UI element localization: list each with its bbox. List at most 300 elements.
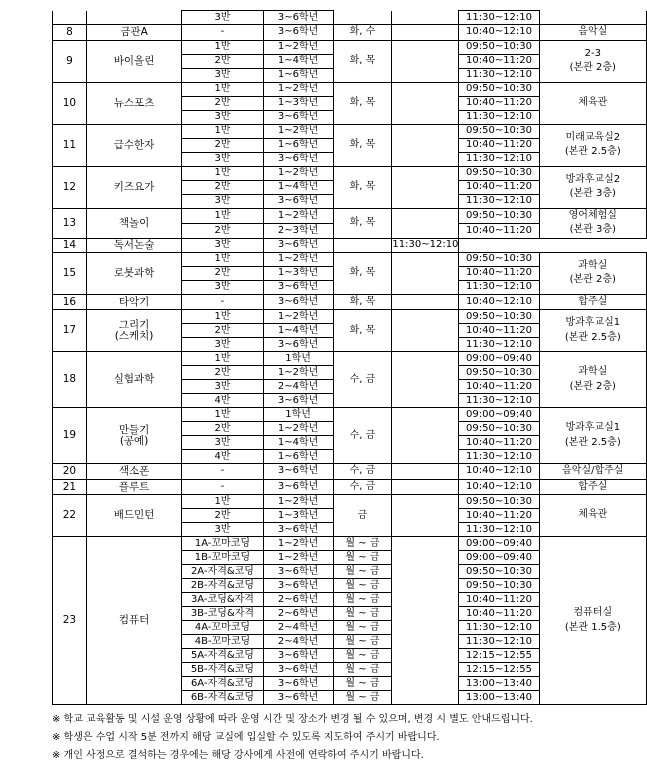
class-label: 5A-자격&코딩	[182, 649, 263, 663]
grade-range: 3~6학년	[263, 11, 333, 25]
spacer	[392, 138, 459, 152]
program-number	[53, 11, 87, 25]
spacer	[392, 96, 459, 110]
grade-range: 2~4학년	[263, 380, 333, 394]
program-number: 17	[53, 310, 87, 352]
weekday: 금	[333, 495, 392, 537]
spacer	[392, 677, 459, 691]
class-label: 2A-자격&코딩	[182, 565, 263, 579]
class-label: 2반	[182, 180, 263, 194]
grade-range: 3~6학년	[263, 579, 333, 593]
class-label: 3반	[182, 280, 263, 294]
class-time: 09:00~09:40	[459, 551, 539, 565]
program-name-line: 금관A	[120, 26, 148, 38]
classroom-line: 과학실	[578, 366, 608, 377]
class-label: -	[182, 25, 263, 41]
weekday: 월 ~ 금	[333, 635, 392, 649]
program-name	[86, 252, 181, 294]
weekday: 월 ~ 금	[333, 677, 392, 691]
weekday	[333, 11, 392, 25]
spacer	[392, 579, 459, 593]
class-label: 3B-코딩&자격	[182, 607, 263, 621]
program-name-line: 급수한자	[113, 138, 155, 151]
program-name-line: 키즈요가	[113, 180, 155, 193]
classroom-line: 과학실	[578, 259, 608, 271]
table-row	[53, 252, 647, 266]
weekday: 화, 수	[333, 25, 392, 41]
grade-range: 2~6학년	[263, 607, 333, 621]
class-label: 4반	[182, 394, 263, 408]
class-label: 4A-꼬마코딩	[182, 621, 263, 635]
spacer	[392, 310, 459, 324]
grade-range: 1~2학년	[263, 208, 333, 223]
class-label: 3반	[182, 152, 263, 166]
grade-range: 3~6학년	[263, 152, 333, 166]
spacer	[392, 450, 459, 464]
program-number: 15	[53, 252, 87, 294]
weekday: 월 ~ 금	[333, 621, 392, 635]
spacer	[392, 252, 459, 266]
class-label: 1반	[182, 124, 263, 138]
class-label: 2반	[182, 324, 263, 338]
class-time: 09:50~10:30	[459, 166, 539, 180]
table-row	[53, 124, 647, 138]
grade-range: 1~6학년	[263, 450, 333, 464]
classroom	[539, 208, 646, 238]
program-name-line: 배드민턴	[113, 509, 155, 522]
program-number: 22	[53, 495, 87, 537]
class-time: 09:50~10:30	[459, 252, 539, 266]
weekday: 화, 목	[333, 252, 392, 294]
grade-range: 1~4학년	[263, 324, 333, 338]
table-row	[53, 82, 647, 96]
class-time: 10:40~11:20	[459, 509, 539, 523]
program-name-line: 그리기	[118, 319, 150, 331]
class-label: 3반	[182, 194, 263, 208]
classroom	[539, 166, 646, 208]
program-number: 11	[53, 124, 87, 166]
class-time: 13:00~13:40	[459, 677, 539, 691]
program-name	[86, 11, 181, 25]
class-label: 1반	[182, 166, 263, 180]
classroom-line: 2-3	[584, 47, 601, 59]
class-label: 3반	[182, 380, 263, 394]
grade-range: 1~2학년	[263, 422, 333, 436]
class-time: 09:50~10:30	[459, 422, 539, 436]
grade-range: 1~3학년	[263, 509, 333, 523]
program-name	[86, 40, 181, 82]
classroom-line: 체육관	[578, 96, 608, 108]
spacer	[392, 635, 459, 649]
spacer	[392, 607, 459, 621]
spacer	[392, 82, 459, 96]
note-arrival-time: ※ 학생은 수업 시작 5분 전까지 해당 교실에 입실할 수 있도록 지도하여 주시기 바랍니다.	[52, 732, 440, 743]
classroom-line: 체육관	[578, 509, 608, 521]
grade-range: 3~6학년	[263, 238, 333, 252]
program-name	[86, 25, 181, 41]
class-label: 4반	[182, 450, 263, 464]
class-label: 2반	[182, 422, 263, 436]
weekday: 수, 금	[333, 464, 392, 480]
program-name-line: 뉴스포츠	[113, 96, 155, 109]
grade-range: 3~6학년	[263, 565, 333, 579]
classroom-line: (본관 3층)	[569, 188, 616, 199]
program-name	[86, 124, 181, 166]
class-time: 11:30~12:10	[459, 450, 539, 464]
table-row	[53, 208, 647, 223]
class-time: 10:40~11:20	[459, 96, 539, 110]
classroom-line: (본관 2.5층)	[564, 436, 621, 448]
class-time: 09:50~10:30	[459, 82, 539, 96]
classroom-line: 합주실	[578, 480, 608, 492]
classroom	[539, 537, 646, 705]
class-time: 10:40~11:20	[459, 607, 539, 621]
spacer	[392, 54, 459, 68]
class-time: 11:30~12:10	[459, 338, 539, 352]
spacer	[392, 537, 459, 551]
weekday: 화, 목	[333, 294, 392, 310]
class-time: 11:30~12:10	[459, 635, 539, 649]
grade-range: 3~6학년	[263, 338, 333, 352]
table-row	[53, 352, 647, 366]
classroom-line: 합주실	[578, 295, 608, 307]
class-time: 09:50~10:30	[459, 310, 539, 324]
classroom-line: (본관 3층)	[569, 224, 616, 235]
grade-range: 3~6학년	[263, 280, 333, 294]
spacer	[392, 40, 459, 54]
weekday: 월 ~ 금	[333, 691, 392, 705]
weekday: 화, 목	[333, 166, 392, 208]
class-time: 11:30~12:10	[459, 280, 539, 294]
classroom-line: (본관 2.5층)	[564, 331, 621, 343]
program-number: 8	[53, 25, 87, 41]
classroom	[539, 82, 646, 124]
grade-range: 1~6학년	[263, 68, 333, 82]
class-time: 09:50~10:30	[459, 40, 539, 54]
spacer	[392, 691, 459, 705]
class-label: 6A-자격&코딩	[182, 677, 263, 691]
class-label: 3반	[182, 523, 263, 537]
class-time: 10:40~11:20	[459, 436, 539, 450]
weekday: 화, 목	[333, 208, 392, 238]
class-label: 1반	[182, 82, 263, 96]
notes	[52, 711, 533, 765]
program-number: 14	[53, 238, 87, 252]
weekday: 수, 금	[333, 352, 392, 408]
program-name-line: 바이올린	[113, 54, 155, 67]
class-label: 2반	[182, 266, 263, 280]
class-time: 09:50~10:30	[459, 579, 539, 593]
class-time: 13:00~13:40	[459, 691, 539, 705]
table-row	[53, 537, 647, 551]
grade-range: 3~6학년	[263, 464, 333, 480]
spacer	[392, 280, 459, 294]
class-label: 2반	[182, 223, 263, 238]
class-label: 5B-자격&코딩	[182, 663, 263, 677]
spacer	[392, 621, 459, 635]
grade-range: 3~6학년	[263, 25, 333, 41]
weekday: 화, 목	[333, 40, 392, 82]
table-row	[53, 25, 647, 41]
program-name	[86, 479, 181, 495]
program-name	[86, 310, 181, 352]
class-label: 2반	[182, 509, 263, 523]
spacer	[392, 380, 459, 394]
class-time: 10:40~11:20	[459, 54, 539, 68]
class-time: 10:40~11:20	[459, 593, 539, 607]
spacer	[392, 124, 459, 138]
class-time: 09:00~09:40	[459, 537, 539, 551]
grade-range: 1~4학년	[263, 436, 333, 450]
table-row	[53, 166, 647, 180]
program-name-line: (공예)	[119, 434, 149, 447]
table-row	[53, 11, 647, 25]
classroom-line: 음악실	[578, 26, 608, 37]
spacer	[392, 509, 459, 523]
program-number: 19	[53, 408, 87, 464]
grade-range: 3~6학년	[263, 294, 333, 310]
class-time: 10:40~11:20	[459, 266, 539, 280]
class-label: 2B-자격&코딩	[182, 579, 263, 593]
weekday: 화, 목	[333, 82, 392, 124]
program-number: 12	[53, 166, 87, 208]
weekday: 월 ~ 금	[333, 565, 392, 579]
grade-range: 3~6학년	[263, 479, 333, 495]
spacer	[392, 352, 459, 366]
weekday: 월 ~ 금	[333, 579, 392, 593]
table-row	[53, 238, 647, 252]
grade-range: 1~2학년	[263, 495, 333, 509]
spacer	[333, 238, 392, 252]
spacer	[392, 495, 459, 509]
grade-range: 3~6학년	[263, 649, 333, 663]
weekday: 월 ~ 금	[333, 593, 392, 607]
grade-range: 2~4학년	[263, 635, 333, 649]
spacer	[392, 208, 459, 223]
grade-range: 1~3학년	[263, 266, 333, 280]
classroom	[539, 408, 646, 464]
program-name-line: 만들기	[118, 424, 150, 436]
weekday: 월 ~ 금	[333, 551, 392, 565]
spacer	[392, 565, 459, 579]
grade-range: 3~6학년	[263, 523, 333, 537]
table-row	[53, 479, 647, 495]
class-time: 11:30~12:10	[392, 239, 459, 250]
spacer	[392, 324, 459, 338]
class-time: 11:30~12:10	[459, 394, 539, 408]
classroom	[539, 352, 646, 408]
classroom	[539, 310, 646, 352]
classroom	[539, 479, 646, 495]
spacer	[392, 464, 459, 480]
classroom-line: 방과후교실1	[565, 317, 621, 328]
class-time: 10:40~11:20	[459, 138, 539, 152]
table-row	[53, 40, 647, 54]
classroom-line: 미래교육실2	[565, 131, 621, 143]
classroom	[539, 11, 646, 25]
program-number: 16	[53, 294, 87, 310]
class-time: 11:30~12:10	[459, 110, 539, 124]
spacer	[392, 593, 459, 607]
program-number: 13	[53, 208, 87, 238]
class-label: 3반	[182, 238, 263, 252]
class-label: 1반	[182, 408, 263, 422]
classroom	[539, 495, 646, 537]
class-time: 10:40~11:20	[459, 180, 539, 194]
class-time: 10:40~12:10	[459, 294, 539, 310]
grade-range: 2~6학년	[263, 593, 333, 607]
class-label: 3반	[182, 68, 263, 82]
class-time: 10:40~12:10	[459, 25, 539, 41]
class-time: 10:40~11:20	[459, 223, 539, 238]
classroom-line: 영어체험실	[568, 209, 617, 221]
program-name	[86, 495, 181, 537]
spacer	[392, 408, 459, 422]
weekday: 월 ~ 금	[333, 607, 392, 621]
spacer	[392, 436, 459, 450]
program-name	[86, 238, 181, 252]
spacer	[392, 194, 459, 208]
spacer	[392, 649, 459, 663]
grade-range: 3~6학년	[263, 394, 333, 408]
grade-range: 1~2학년	[263, 537, 333, 551]
spacer	[392, 68, 459, 82]
class-time: 10:40~12:10	[459, 479, 539, 495]
class-label: 3반	[182, 436, 263, 450]
grade-range: 1~2학년	[263, 310, 333, 324]
class-label: 6B-자격&코딩	[182, 691, 263, 705]
classroom	[539, 464, 646, 480]
program-number: 10	[53, 82, 87, 124]
program-name-line: 로봇과학	[113, 266, 155, 279]
class-label: 2반	[182, 54, 263, 68]
class-time: 09:50~10:30	[459, 495, 539, 509]
class-time: 11:30~12:10	[459, 68, 539, 82]
class-label: -	[182, 294, 263, 310]
program-name	[86, 208, 181, 238]
class-time: 11:30~12:10	[459, 152, 539, 166]
grade-range: 1학년	[263, 408, 333, 422]
class-time: 11:30~12:10	[459, 523, 539, 537]
classroom-line: (본관 2층)	[569, 274, 616, 285]
grade-range: 1~2학년	[263, 40, 333, 54]
spacer	[392, 422, 459, 436]
program-name-line: 색소폰	[118, 465, 150, 477]
program-name	[86, 537, 181, 705]
weekday: 화, 목	[333, 124, 392, 166]
class-time: 11:30~12:10	[459, 621, 539, 635]
program-schedule-table	[52, 10, 647, 705]
table-row	[53, 408, 647, 422]
spacer	[392, 166, 459, 180]
class-label: 2반	[182, 366, 263, 380]
spacer	[392, 180, 459, 194]
class-label: 4B-꼬마코딩	[182, 635, 263, 649]
class-time: 09:00~09:40	[459, 352, 539, 366]
program-number: 23	[53, 537, 87, 705]
program-name-line: 컴퓨터	[118, 614, 150, 627]
spacer	[392, 366, 459, 380]
class-label: 3A-코딩&자격	[182, 593, 263, 607]
grade-range: 1~6학년	[263, 138, 333, 152]
class-time: 11:30~12:10	[459, 11, 539, 25]
grade-range: 1~2학년	[263, 166, 333, 180]
program-name	[86, 408, 181, 464]
spacer	[392, 25, 459, 41]
weekday: 월 ~ 금	[333, 649, 392, 663]
class-label: 1A-꼬마코딩	[182, 537, 263, 551]
table-row	[53, 294, 647, 310]
table-row	[53, 495, 647, 509]
program-name	[86, 166, 181, 208]
class-label: 3반	[182, 110, 263, 124]
grade-range: 1~4학년	[263, 180, 333, 194]
class-label: 1반	[182, 310, 263, 324]
program-number: 9	[53, 40, 87, 82]
spacer	[392, 294, 459, 310]
class-time: 09:50~10:30	[459, 208, 539, 223]
spacer	[392, 523, 459, 537]
grade-range: 2~4학년	[263, 621, 333, 635]
grade-range: 1~2학년	[263, 252, 333, 266]
class-time: 09:00~09:40	[459, 408, 539, 422]
grade-range: 3~6학년	[263, 691, 333, 705]
spacer	[392, 394, 459, 408]
grade-range: 1~4학년	[263, 54, 333, 68]
classroom-line: 방과후교실1	[565, 422, 621, 433]
class-time: 11:30~12:10	[459, 194, 539, 208]
table-row	[53, 464, 647, 480]
class-time: 10:40~11:20	[459, 324, 539, 338]
grade-range: 3~6학년	[263, 677, 333, 691]
program-name-line: 실험과학	[113, 373, 155, 386]
grade-range: 1~3학년	[263, 96, 333, 110]
classroom	[539, 40, 646, 82]
class-label: 1B-꼬마코딩	[182, 551, 263, 565]
spacer	[392, 152, 459, 166]
spacer	[392, 338, 459, 352]
class-label: 1반	[182, 252, 263, 266]
class-time: 09:50~10:30	[459, 366, 539, 380]
program-number: 20	[53, 464, 87, 480]
class-label: 1반	[182, 208, 263, 223]
program-name	[86, 352, 181, 408]
grade-range: 3~6학년	[263, 663, 333, 677]
spacer	[392, 266, 459, 280]
class-time: 10:40~12:10	[459, 464, 539, 480]
program-number: 18	[53, 352, 87, 408]
program-name-line: (스케치)	[114, 329, 154, 342]
note-schedule-change: ※ 학교 교육활동 및 시설 운영 상황에 따라 운영 시간 및 장소가 변경 될 수 있으며, 변경 시 별도 안내드립니다.	[52, 714, 533, 725]
class-label: -	[182, 479, 263, 495]
class-label: 2반	[182, 138, 263, 152]
classroom-line: (본관 2층)	[569, 62, 616, 73]
program-name	[86, 464, 181, 480]
spacer	[392, 551, 459, 565]
weekday: 월 ~ 금	[333, 663, 392, 677]
weekday: 수, 금	[333, 408, 392, 464]
weekday: 수, 금	[333, 479, 392, 495]
classroom-line: 음악실/합주실	[562, 465, 624, 476]
program-name-line: 타악기	[118, 295, 150, 308]
spacer	[392, 663, 459, 677]
program-number: 21	[53, 479, 87, 495]
table-row	[53, 310, 647, 324]
classroom-line: (본관 2.5층)	[564, 146, 621, 157]
class-label: 1반	[182, 40, 263, 54]
grade-range: 1~2학년	[263, 551, 333, 565]
class-time: 10:40~11:20	[459, 380, 539, 394]
